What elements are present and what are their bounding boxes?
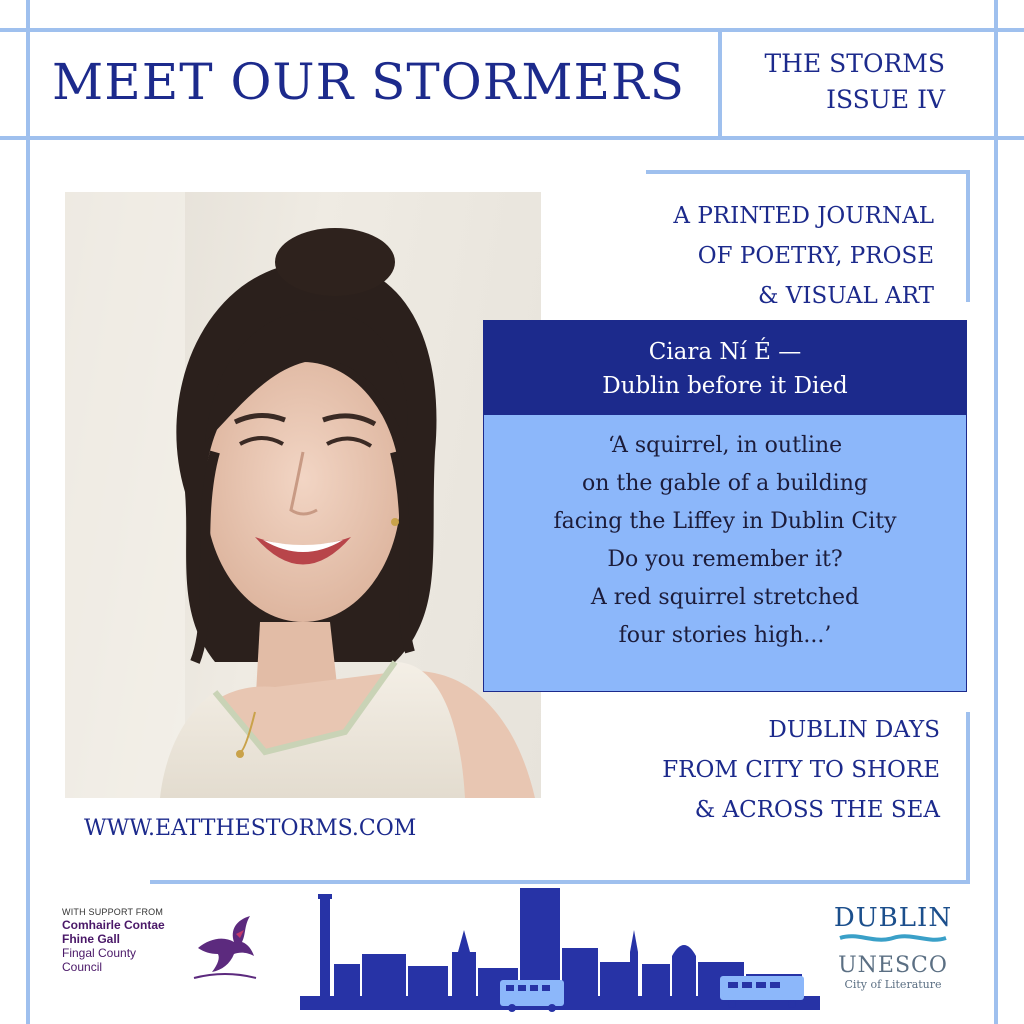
unesco-org: UNESCO [838,953,948,978]
theme-line-1: DUBLIN DAYS [768,717,940,743]
earring [391,518,399,526]
feature-quote-box [483,320,967,692]
frame-header-bottom-line [0,136,1024,140]
frame-left-line [26,0,30,1024]
tagline-line-3: & VISUAL ART [758,283,934,309]
council-irish-line-2: Fhine Gall [62,932,121,946]
author-name: Ciara Ní É — [648,339,802,365]
journal-tagline [600,196,934,316]
council-irish-line-1: Comhairle Contae [62,918,165,932]
quote-line: Do you remember it? [607,547,843,572]
quote-line: ‘A squirrel, in outline [607,433,843,458]
work-title: Dublin before it Died [602,373,848,399]
quote-line: facing the Liffey in Dublin City [553,509,897,534]
page-title: MEET OUR STORMERS [52,53,685,111]
tagline-line-1: A PRINTED JOURNAL [673,203,934,229]
theme-line-3: & ACROSS THE SEA [694,797,940,823]
hair-bun [275,228,395,296]
issue-number: ISSUE IV [826,85,945,114]
unesco-designation: City of Literature [844,978,942,991]
theme-line-2: FROM CITY TO SHORE [662,757,940,783]
issue-series: THE STORMS [764,49,945,78]
quote-line: four stories high...’ [618,623,832,648]
feature-heading [484,321,966,415]
unesco-city-of-literature-logo [828,904,958,1004]
quote-line: A red squirrel stretched [590,585,860,610]
frame-right-line [994,0,998,1024]
unesco-city: DUBLIN [833,903,953,933]
quote-text [484,427,966,655]
website-link[interactable]: WWW.EATTHESTORMS.COM [84,816,417,841]
necklace-pendant [236,750,244,758]
frame-top-line [0,28,1024,32]
quote-line: on the gable of a building [582,471,868,496]
support-credit [62,906,202,974]
support-label: WITH SUPPORT FROM [62,907,164,917]
council-english-line-2: Council [62,960,103,974]
issue-theme [600,710,940,830]
portrait-illustration [65,192,541,798]
unesco-wave-icon [838,932,948,944]
tagline-line-2: OF POETRY, PROSE [697,243,934,269]
bird-logo-icon [190,912,260,984]
dublin-skyline-icon [300,884,820,1014]
frame-header-divider [718,28,722,140]
frame-tagline-right [966,170,970,302]
light-patch [65,192,185,798]
frame-tagline-top [646,170,970,174]
issue-label [730,46,945,118]
council-english-line-1: Fingal County [62,946,137,960]
author-portrait [65,192,541,798]
frame-days-right [966,712,970,882]
